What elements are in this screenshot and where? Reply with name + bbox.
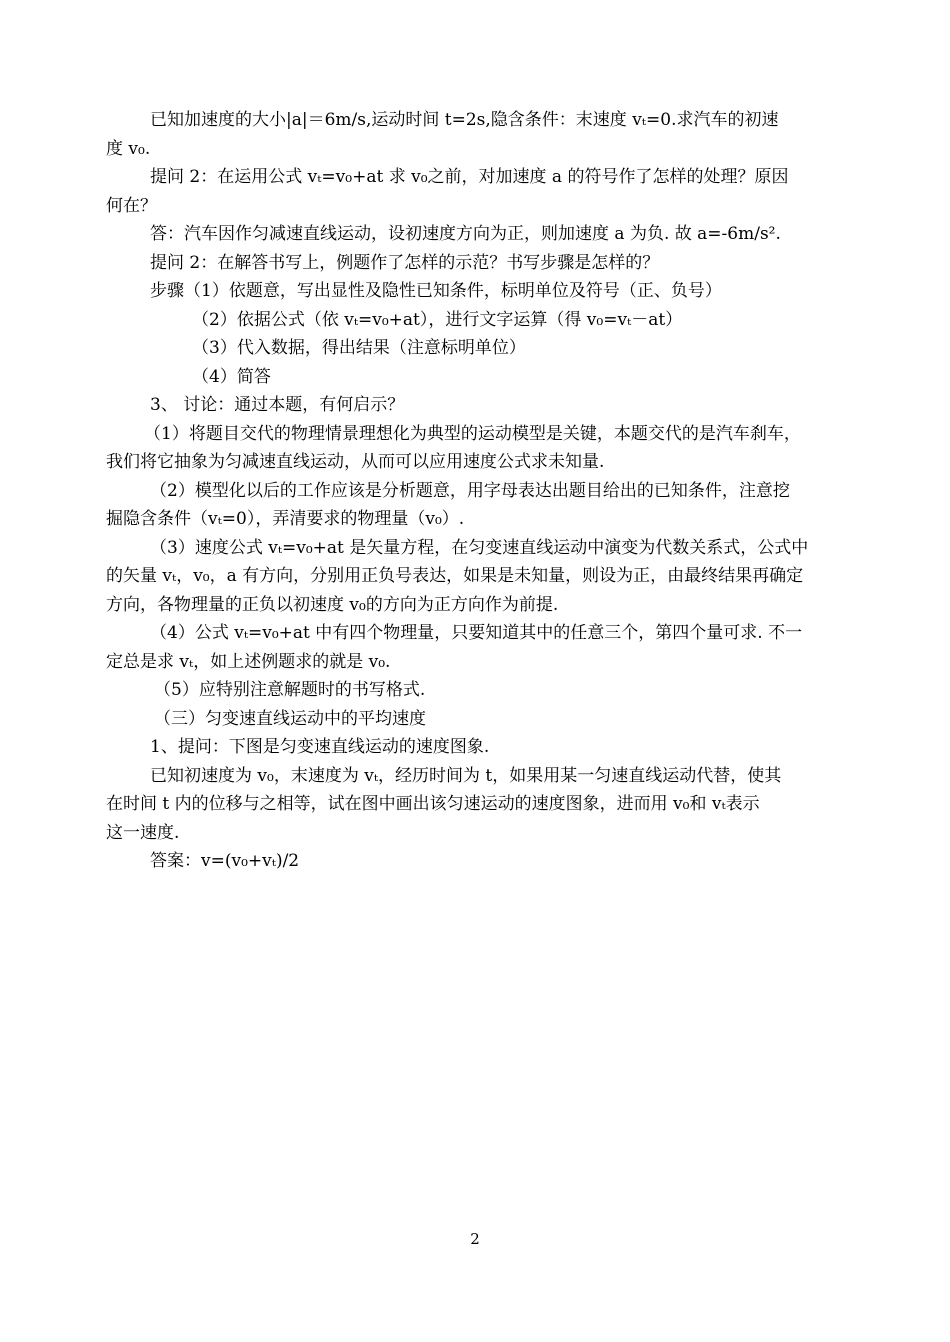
answer-line: 答案：v=(v₀+vₜ)/2 [150, 851, 300, 871]
paragraph-line: （5）应特别注意解题时的书写格式. [154, 680, 426, 700]
paragraph-line: （3）速度公式 vₜ=v₀+at 是矢量方程，在匀变速直线运动中演变为代数关系式，公式中 [150, 537, 809, 558]
paragraph-line: （2）模型化以后的工作应该是分析题意，用字母表达出题目给出的已知条件，注意挖 [150, 480, 790, 501]
paragraph-line: 何在？ [106, 195, 157, 216]
step-line: （4）简答 [192, 366, 271, 387]
paragraph-line: 这一速度. [106, 822, 180, 843]
paragraph-line: 度 v₀. [106, 138, 151, 159]
paragraph-line: 1、提问：下图是匀变速直线运动的速度图象. [150, 737, 490, 757]
step-line: （2）依据公式（依 vₜ=v₀+at），进行文字运算（得 v₀=vₜ－at） [192, 309, 683, 330]
paragraph-line: 提问 2：在解答书写上，例题作了怎样的示范？书写步骤是怎样的？ [150, 252, 660, 273]
page-number: 2 [470, 1230, 480, 1248]
paragraph-line: 已知加速度的大小|a|＝6m/s,运动时间 t=2s,隐含条件：末速度 vₜ=0.求汽车的初速 [150, 110, 779, 130]
paragraph-line: 在时间 t 内的位移与之相等，试在图中画出该匀速运动的速度图象，进而用 v₀和 vₜ表示 [106, 794, 760, 814]
paragraph-line: 提问 2：在运用公式 vₜ=v₀+at 求 v₀之前，对加速度 a 的符号作了怎样的处理？原因 [150, 167, 789, 187]
paragraph-line: （4）公式 vₜ=v₀+at 中有四个物理量，只要知道其中的任意三个，第四个量可求. 不一 [150, 623, 803, 643]
paragraph-line: 的矢量 vₜ，v₀，a 有方向，分别用正负号表达，如果是未知量，则设为正，由最终结果再确定 [106, 566, 804, 586]
paragraph-line: 答：汽车因作匀减速直线运动，设初速度方向为正，则加速度 a 为负. 故 a=-6m/s². [150, 224, 781, 244]
document-body [106, 106, 850, 876]
paragraph-line: 我们将它抽象为匀减速直线运动，从而可以应用速度公式求未知量. [106, 452, 605, 472]
paragraph-line: （1）将题目交代的物理情景理想化为典型的运动模型是关键，本题交代的是汽车刹车， [144, 423, 801, 444]
section-heading: （三）匀变速直线运动中的平均速度 [154, 708, 426, 729]
paragraph-line: 掘隐含条件（vₜ=0），弄清要求的物理量（v₀）. [106, 509, 465, 529]
paragraph-line: 已知初速度为 v₀，末速度为 vₜ，经历时间为 t，如果用某一匀速直线运动代替，使其 [150, 765, 782, 786]
section-heading: 3、 讨论：通过本题，有何启示？ [150, 395, 405, 415]
step-line: （3）代入数据，得出结果（注意标明单位） [192, 338, 526, 358]
step-line: 步骤（1）依题意，写出显性及隐性已知条件，标明单位及符号（正、负号） [150, 281, 722, 301]
paragraph-line: 定总是求 vₜ，如上述例题求的就是 v₀. [106, 651, 391, 672]
paragraph-line: 方向，各物理量的正负以初速度 v₀的方向为正方向作为前提. [106, 594, 559, 615]
